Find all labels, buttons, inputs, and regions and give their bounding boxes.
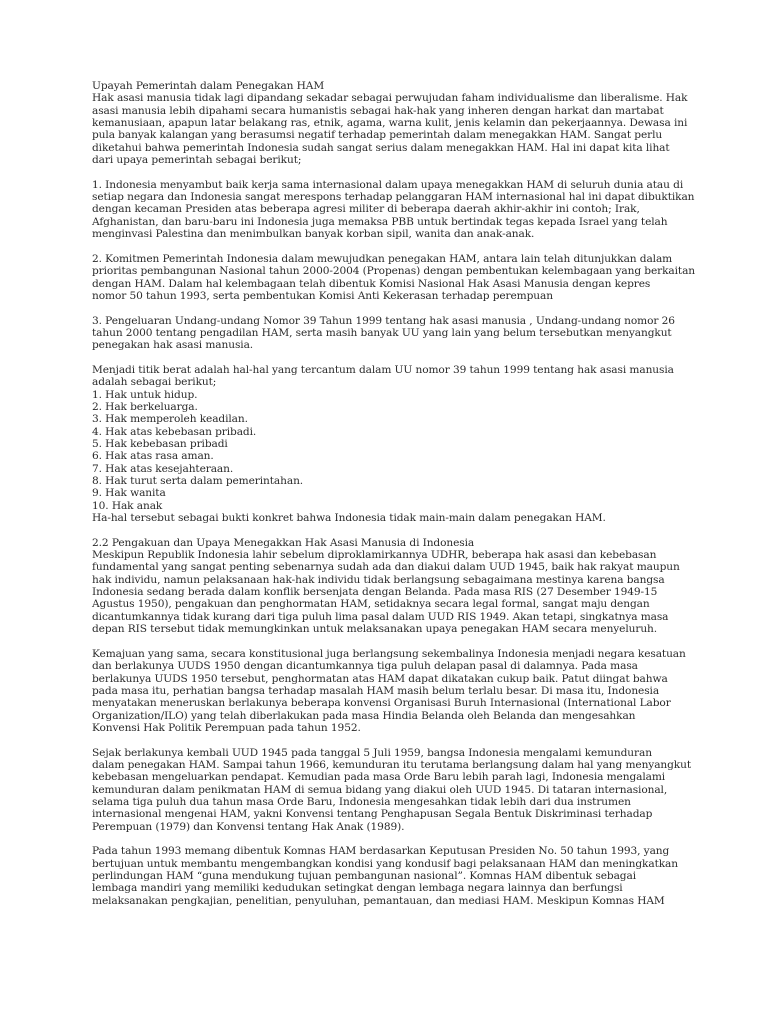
text-line: pada masa itu, perhatian bangsa terhadap masalah HAM masih belum terlalu besar. Di masa itu, Indonesia [92, 684, 660, 697]
text-line: Organization/ILO) yang telah diberlakukan pada masa Hindia Belanda oleh Belanda dan mengesahkan [92, 709, 636, 722]
paragraph-point-2 [92, 252, 696, 302]
paragraph-spacer [92, 352, 682, 364]
text-line: penegakan hak asasi manusia. [92, 339, 254, 352]
text-line: berlakunya UUDS 1950 tersebut, penghormatan atas HAM dapat dikatakan cukup baik. Patut diingat bahwa [92, 672, 668, 685]
paragraph-spacer [92, 166, 682, 178]
text-line: Agustus 1950), pengakuan dan penghormatan HAM, setidaknya secara legal formal, sangat maju dengan [92, 598, 650, 611]
text-line: dengan kecaman Presiden atas beberapa agresi militer di beberapa daerah akhir-akhir ini contoh; Irak, [92, 203, 640, 216]
paragraph-spacer [92, 302, 682, 314]
text-line: dari upaya pemerintah sebagai berikut; [92, 154, 302, 167]
paragraph-spacer [92, 240, 682, 252]
text-line: Perempuan (1979) dan Konvensi tentang Hak Anak (1989). [92, 820, 405, 833]
text-line: lembaga mandiri yang memiliki kedudukan setingkat dengan lembaga negara lainnya dan berfungsi [92, 882, 623, 895]
text-line: Afghanistan, dan baru-baru ini Indonesia juga memaksa PBB untuk bertindak tegas kepada Israel yang telah [92, 215, 668, 228]
text-line: internasional mengenai HAM, yakni Konvensi tentang Penghapusan Segala Bentuk Diskriminasi terhadap [92, 808, 653, 821]
paragraph-spacer [92, 833, 682, 845]
paragraph-section-2-2 [92, 537, 682, 636]
text-line: depan RIS tersebut tidak memungkinkan untuk melaksanakan upaya penegakan HAM secara menyeluruh. [92, 623, 658, 636]
text-line: menyatakan meneruskan berlakunya beberapa konvensi Organisasi Buruh Internasional (International Labor [92, 697, 671, 710]
paragraph-point-3 [92, 315, 682, 352]
document-body [92, 80, 696, 907]
text-line: 1. Indonesia menyambut baik kerja sama internasional dalam upaya menegakkan HAM di seluruh dunia atau di [92, 178, 684, 191]
text-line: diketahui bahwa pemerintah Indonesia sudah sangat serius dalam menegakkan HAM. Hal ini dapat kita lihat [92, 141, 670, 154]
text-line: melaksanakan pengkajian, penelitian, penyuluhan, pemantauan, dan mediasi HAM. Meskipun Komnas HAM [92, 894, 665, 907]
text-line: prioritas pembangunan Nasional tahun 2000-2004 (Propenas) dengan pembentukan kelembagaan yang berkaitan [92, 265, 696, 278]
text-line: fundamental yang sangat penting sebenarnya sudah ada dan diakui dalam UUD 1945, baik hak rakyat maupun [92, 561, 680, 574]
text-line: tahun 2000 tentang pengadilan HAM, serta masih banyak UU yang lain yang belum tersebutkan menyangkut [92, 326, 672, 339]
text-line: dicantumkannya tidak kurang dari tiga puluh lima pasal dalam UUD RIS 1949. Akan tetapi, singkatnya masa [92, 610, 669, 623]
paragraph-komnas-ham [92, 845, 682, 907]
text-line: Menjadi titik berat adalah hal-hal yang tercantum dalam UU nomor 39 tahun 1999 tentang hak asasi manusia [92, 363, 674, 376]
text-line: Pada tahun 1993 memang dibentuk Komnas HAM berdasarkan Keputusan Presiden No. 50 tahun 1993, yang [92, 845, 670, 858]
text-line: nomor 50 tahun 1993, serta pembentukan Komisi Anti Kekerasan terhadap perempuan [92, 289, 553, 302]
text-line: kemunduran dalam penikmatan HAM di semua bidang yang diakui oleh UUD 1945. Di tataran internasional, [92, 783, 668, 796]
text-line: 2. Komitmen Pemerintah Indonesia dalam mewujudkan penegakan HAM, antara lain telah ditunjukkan dalam [92, 252, 673, 265]
paragraph-spacer [92, 524, 682, 536]
paragraph-uuds-1950 [92, 647, 686, 734]
paragraph-point-1 [92, 178, 695, 241]
text-line: selama tiga puluh dua tahun masa Orde Baru, Indonesia mengesahkan tidak lebih dari dua instrumen [92, 795, 631, 808]
text-line: 1. Hak untuk hidup. [92, 388, 198, 401]
text-line: bertujuan untuk membantu mengembangkan kondisi yang kondusif bagi pelaksanaan HAM dan meningkatkan [92, 857, 678, 870]
text-line: 3. Pengeluaran Undang-undang Nomor 39 Tahun 1999 tentang hak asasi manusia , Undang-undang nomor 26 [92, 314, 675, 327]
text-line: kebebasan mengeluarkan pendapat. Kemudian pada masa Orde Baru lebih parah lagi, Indonesia mengalami [92, 771, 666, 784]
text-line: Sejak berlakunya kembali UUD 1945 pada tanggal 5 Juli 1959, bangsa Indonesia mengalami kemunduran [92, 746, 652, 759]
text-line: dan berlakunya UUDS 1950 dengan dicantumkannya tiga puluh delapan pasal di dalamnya. Pada masa [92, 660, 638, 673]
text-line: hak individu, namun pelaksanaan hak-hak individu tidak berlangsung sebagaimana mestinya karena bangsa [92, 573, 665, 586]
text-line: menginvasi Palestina dan menimbulkan banyak korban sipil, wanita dan anak-anak. [92, 228, 535, 241]
text-line: 2.2 Pengakuan dan Upaya Menegakkan Hak Asasi Manusia di Indonesia [92, 536, 475, 549]
text-line: perlindungan HAM “guna mendukung tujuan pembangunan nasional”. Komnas HAM dibentuk sebagai [92, 870, 636, 882]
paragraph-intro [92, 80, 688, 167]
text-line: 8. Hak turut serta dalam pemerintahan. [92, 475, 304, 487]
text-line: 3. Hak memperoleh keadilan. [92, 413, 248, 426]
text-line: 10. Hak anak [92, 499, 163, 512]
text-line: 5. Hak kebebasan pribadi [92, 437, 228, 450]
text-line: dengan HAM. Dalam hal kelembagaan telah dibentuk Komisi Nasional Hak Asasi Manusia dengan kepres [92, 277, 651, 290]
paragraph-spacer [92, 734, 682, 746]
text-line: kemanusiaan, apapun latar belakang ras, etnik, agama, warna kulit, jenis kelamin dan pekerjaannya. Dewasa ini [92, 117, 688, 130]
text-line: Konvensi Hak Politik Perempuan pada tahun 1952. [92, 721, 361, 734]
text-line: Kemajuan yang sama, secara konstitusional juga berlangsung sekembalinya Indonesia menjadi negara kesatuan [92, 647, 686, 660]
text-line: setiap negara dan Indonesia sangat merespons terhadap pelanggaran HAM internasional hal ini dapat dibuktikan [92, 191, 695, 204]
text-line: 4. Hak atas kebebasan pribadi. [92, 425, 257, 438]
text-line: Ha-hal tersebut sebagai bukti konkret bahwa Indonesia tidak main-main dalam penegakan HAM. [92, 512, 606, 525]
text-line: Indonesia sedang berada dalam konflik bersenjata dengan Belanda. Pada masa RIS (27 Desember 1949-15 [92, 586, 658, 599]
text-line: Hak asasi manusia tidak lagi dipandang sekadar sebagai perwujudan faham individualisme dan liberalisme. Hak [92, 92, 688, 105]
text-line: 6. Hak atas rasa aman. [92, 450, 214, 463]
text-line: 7. Hak atas kesejahteraan. [92, 462, 234, 475]
text-line: adalah sebagai berikut; [92, 376, 217, 389]
paragraph-spacer [92, 635, 682, 647]
text-line: Meskipun Republik Indonesia lahir sebelum diproklamirkannya UDHR, beberapa hak asasi dan kebebasan [92, 549, 657, 562]
paragraph-uud-1945-return [92, 746, 692, 833]
text-line: Upayah Pemerintah dalam Penegakan HAM [92, 80, 325, 92]
text-line: asasi manusia lebih dipahami secara humanistis sebagai hak-hak yang inheren dengan harkat dan martabat [92, 104, 664, 117]
text-line: 9. Hak wanita [92, 487, 166, 500]
text-line: dalam penegakan HAM. Sampai tahun 1966, kemunduran itu terutama berlangsung dalam hal yang menyangkut [92, 758, 692, 771]
text-line: pula banyak kalangan yang berasumsi negatif terhadap pemerintah dalam menegakkan HAM. Sangat perlu [92, 129, 663, 142]
text-line: 2. Hak berkeluarga. [92, 400, 198, 413]
paragraph-rights-list [92, 364, 682, 524]
